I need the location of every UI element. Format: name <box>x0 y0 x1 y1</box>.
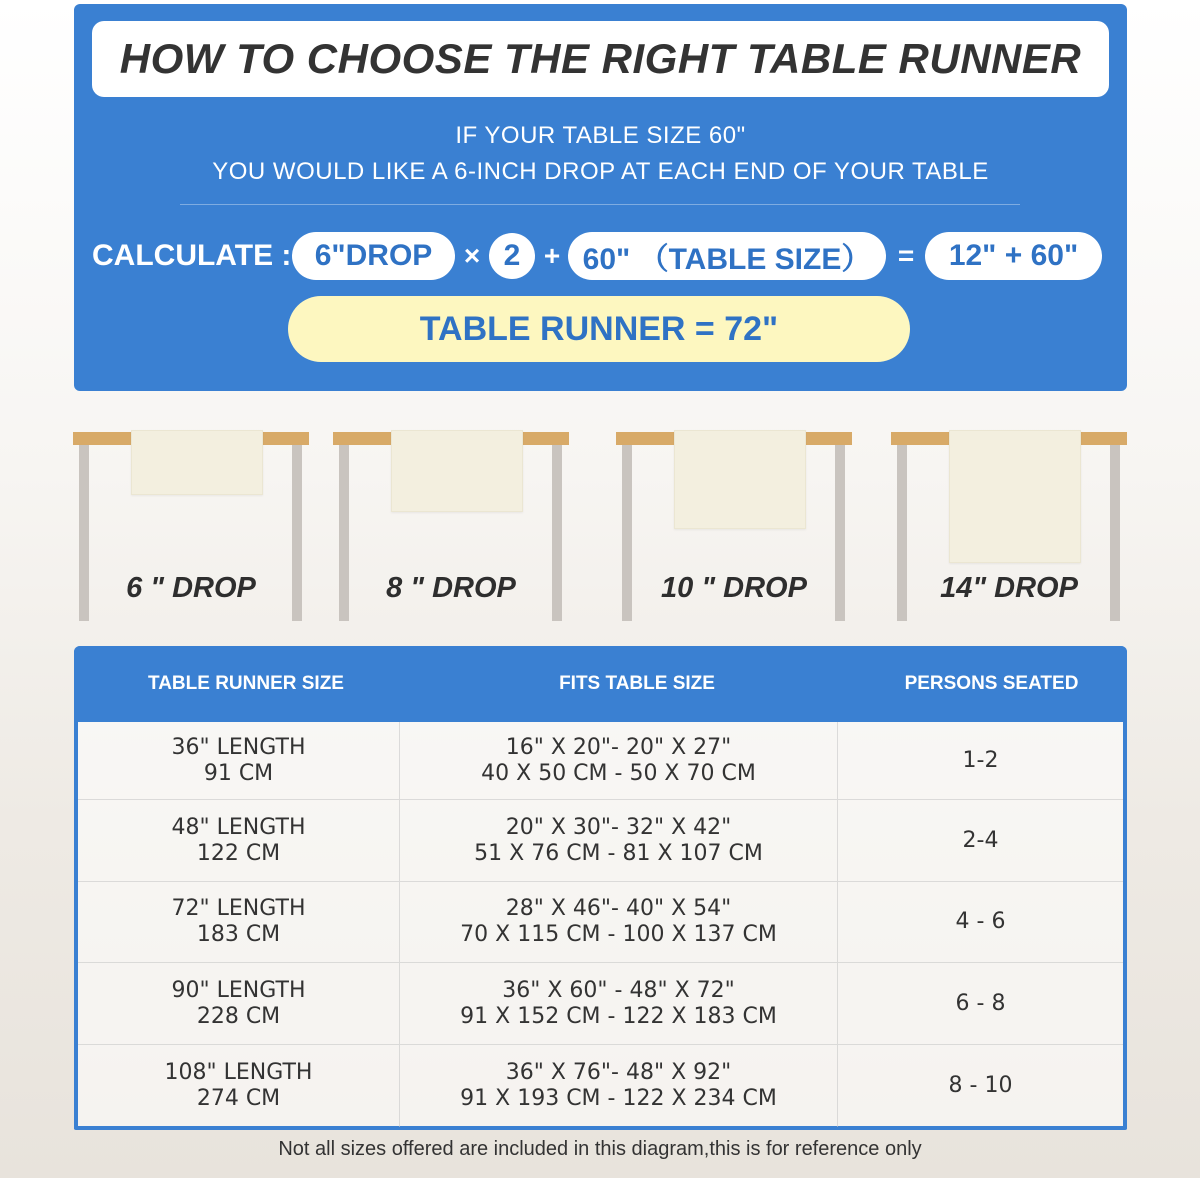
fits-inches: 20" X 30"- 32" X 42" <box>505 814 732 840</box>
length-inches: 108" LENGTH <box>164 1060 313 1085</box>
length-inches: 36" LENGTH <box>171 734 306 760</box>
length-inches: 90" LENGTH <box>171 977 306 1003</box>
fits-cm: 70 X 115 CM - 100 X 137 CM <box>460 922 777 947</box>
persons-cell: 4 - 6 <box>955 909 1006 934</box>
calculate-label: CALCULATE : <box>92 239 292 272</box>
length-inches: 48" LENGTH <box>171 814 306 840</box>
fits-table-cell <box>400 800 838 881</box>
drop-label: 10 " DROP <box>661 572 807 604</box>
divider <box>180 204 1020 205</box>
drop-label: 14" DROP <box>940 572 1078 604</box>
drop-diagram <box>616 432 852 622</box>
fits-table-cell <box>400 882 838 962</box>
table-row <box>78 1045 1123 1127</box>
fits-inches: 28" X 46"- 40" X 54" <box>505 896 732 921</box>
table-row <box>78 963 1123 1045</box>
runner-size-cell <box>78 882 400 962</box>
drop-diagram <box>333 432 569 622</box>
table-runner <box>949 430 1081 563</box>
length-cm: 274 CM <box>196 1086 281 1111</box>
drop-diagram <box>73 432 309 622</box>
fits-table-cell <box>400 722 838 799</box>
length-cm: 183 CM <box>196 922 281 947</box>
fits-cm: 40 X 50 CM - 50 X 70 CM <box>481 760 756 786</box>
plus-sign: + <box>543 240 561 271</box>
fits-cm: 91 X 193 CM - 122 X 234 CM <box>460 1086 777 1111</box>
persons-cell: 6 - 8 <box>955 990 1006 1016</box>
header-runner-size: TABLE RUNNER SIZE <box>148 673 344 694</box>
runner-size-cell <box>78 722 400 799</box>
runner-size-cell <box>78 800 400 881</box>
length-cm: 122 CM <box>196 840 281 866</box>
persons-cell: 1-2 <box>962 747 999 773</box>
drop-pill: 6"DROP <box>292 232 455 280</box>
header-fits-table: FITS TABLE SIZE <box>559 673 715 694</box>
fits-inches: 36" X 60" - 48" X 72" <box>502 977 735 1003</box>
fits-inches: 16" X 20"- 20" X 27" <box>505 734 732 760</box>
table-runner <box>674 430 806 529</box>
table-runner <box>391 430 523 512</box>
size-table-header <box>74 646 1127 722</box>
example-line-1: IF YOUR TABLE SIZE 60" <box>455 122 746 149</box>
fits-cm: 51 X 76 CM - 81 X 107 CM <box>474 840 763 866</box>
fits-table-cell <box>400 963 838 1044</box>
runner-size-cell <box>78 1045 400 1127</box>
equals-sign: = <box>897 240 915 271</box>
persons-cell: 8 - 10 <box>948 1073 1013 1098</box>
drop-label: 8 " DROP <box>386 572 516 604</box>
fits-table-cell <box>400 1045 838 1127</box>
example-line-2: YOU WOULD LIKE A 6-INCH DROP AT EACH END OF YOUR TABLE <box>212 158 989 185</box>
times-sign: × <box>463 240 481 271</box>
table-size-pill: 60" （TABLE SIZE） <box>568 232 886 280</box>
length-cm: 91 CM <box>203 760 274 786</box>
runner-size-cell <box>78 963 400 1044</box>
page-title: HOW TO CHOOSE THE RIGHT TABLE RUNNER <box>92 21 1109 97</box>
header-persons: PERSONS SEATED <box>904 673 1079 694</box>
result-pill: TABLE RUNNER = 72" <box>288 296 910 362</box>
sum-pill: 12" + 60" <box>925 232 1102 280</box>
drop-diagram <box>891 432 1127 622</box>
length-inches: 72" LENGTH <box>171 896 306 921</box>
drop-label: 6 " DROP <box>126 572 256 604</box>
multiplier-pill: 2 <box>489 233 535 279</box>
table-runner <box>131 430 263 495</box>
table-row <box>78 800 1123 882</box>
persons-cell: 2-4 <box>962 827 999 853</box>
table-row <box>78 722 1123 800</box>
length-cm: 228 CM <box>196 1003 281 1029</box>
table-row <box>78 882 1123 963</box>
footnote: Not all sizes offered are included in this diagram,this is for reference only <box>278 1138 922 1160</box>
fits-inches: 36" X 76"- 48" X 92" <box>505 1060 732 1085</box>
fits-cm: 91 X 152 CM - 122 X 183 CM <box>460 1003 777 1029</box>
